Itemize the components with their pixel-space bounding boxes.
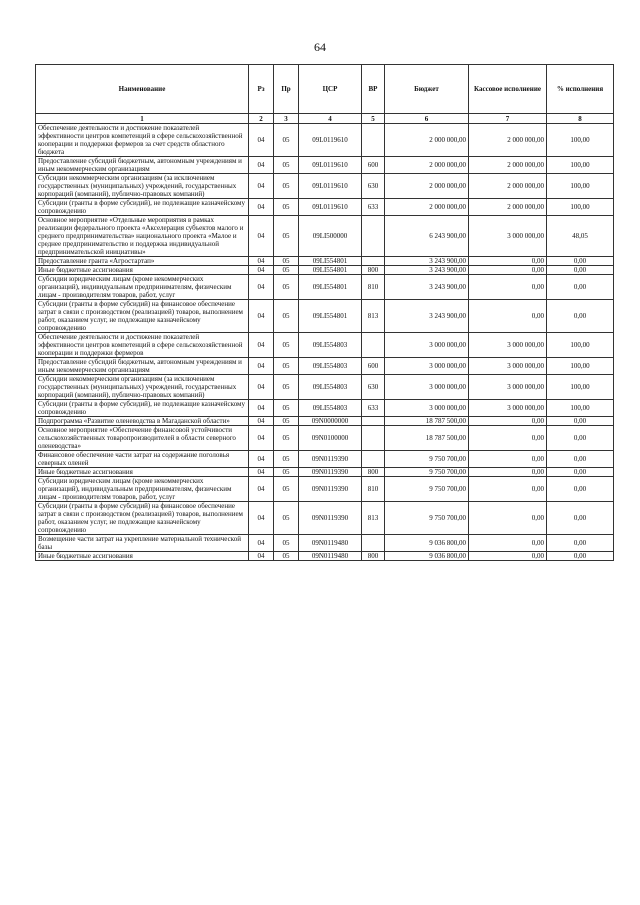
row-rz-cell: 04 <box>249 451 274 468</box>
table-row <box>36 502 614 535</box>
row-pr-cell: 05 <box>274 468 299 477</box>
row-budget-cell: 3 000 000,00 <box>385 333 469 358</box>
row-budget-cell: 3 243 900,00 <box>385 275 469 300</box>
header-cash-execution: Кассовое исполнение <box>469 65 547 114</box>
row-pr-cell: 05 <box>274 426 299 451</box>
row-vr-cell: 630 <box>362 174 385 199</box>
row-cash-execution-cell: 0,00 <box>469 275 547 300</box>
row-name-cell: Обеспечение деятельности и достижение показателей эффективности центров компетенций в сфере сельскохозяйственной кооперации и поддержки фермеров за счет средств областного бюджета <box>36 124 249 157</box>
row-csr-cell: 09LI554801 <box>299 275 362 300</box>
table-row <box>36 333 614 358</box>
header-execution-percent: % исполнения <box>547 65 614 114</box>
row-percent-cell: 0,00 <box>547 552 614 561</box>
row-cash-execution-cell: 0,00 <box>469 300 547 333</box>
row-rz-cell: 04 <box>249 157 274 174</box>
row-csr-cell: 09N0119480 <box>299 535 362 552</box>
column-number: 8 <box>547 114 614 124</box>
row-budget-cell: 6 243 900,00 <box>385 216 469 257</box>
row-budget-cell: 3 000 000,00 <box>385 358 469 375</box>
row-rz-cell: 04 <box>249 426 274 451</box>
row-percent-cell: 0,00 <box>547 477 614 502</box>
row-percent-cell: 0,00 <box>547 426 614 451</box>
row-pr-cell: 05 <box>274 124 299 157</box>
row-percent-cell: 100,00 <box>547 174 614 199</box>
row-csr-cell: 09N0119390 <box>299 451 362 468</box>
row-percent-cell: 0,00 <box>547 451 614 468</box>
row-name-cell: Субсидии некоммерческим организациям (за исключением государственных (муниципальных) учреждений, государственных корпораций (компаний), публично-правовых компаний) <box>36 375 249 400</box>
table-body <box>36 124 614 561</box>
column-number-row <box>36 114 614 124</box>
row-cash-execution-cell: 0,00 <box>469 477 547 502</box>
row-percent-cell: 0,00 <box>547 502 614 535</box>
table-row <box>36 266 614 275</box>
row-csr-cell: 09LI554803 <box>299 333 362 358</box>
row-name-cell: Иные бюджетные ассигнования <box>36 552 249 561</box>
row-cash-execution-cell: 0,00 <box>469 426 547 451</box>
row-rz-cell: 04 <box>249 477 274 502</box>
row-name-cell: Предоставление субсидий бюджетным, автономным учреждениям и иным некоммерческим организациям <box>36 157 249 174</box>
row-pr-cell: 05 <box>274 157 299 174</box>
row-vr-cell <box>362 451 385 468</box>
row-pr-cell: 05 <box>274 451 299 468</box>
table-row <box>36 417 614 426</box>
row-pr-cell: 05 <box>274 174 299 199</box>
row-csr-cell: 09N0100000 <box>299 426 362 451</box>
budget-execution-table <box>35 64 614 561</box>
row-csr-cell: 09LI554803 <box>299 375 362 400</box>
row-csr-cell: 09L0119610 <box>299 174 362 199</box>
row-cash-execution-cell: 3 000 000,00 <box>469 375 547 400</box>
row-budget-cell: 9 750 700,00 <box>385 502 469 535</box>
row-vr-cell <box>362 333 385 358</box>
row-name-cell: Субсидии некоммерческим организациям (за исключением государственных (муниципальных) учреждений, государственных корпораций (компаний), публично-правовых компаний) <box>36 174 249 199</box>
row-name-cell: Подпрограмма «Развитие оленеводства в Магаданской области» <box>36 417 249 426</box>
row-pr-cell: 05 <box>274 216 299 257</box>
row-rz-cell: 04 <box>249 468 274 477</box>
row-vr-cell: 633 <box>362 199 385 216</box>
row-csr-cell: 09N0119390 <box>299 502 362 535</box>
row-percent-cell: 100,00 <box>547 124 614 157</box>
table-row <box>36 468 614 477</box>
row-cash-execution-cell: 0,00 <box>469 417 547 426</box>
row-rz-cell: 04 <box>249 375 274 400</box>
row-vr-cell: 633 <box>362 400 385 417</box>
row-rz-cell: 04 <box>249 535 274 552</box>
header-budget: Бюджет <box>385 65 469 114</box>
row-vr-cell: 810 <box>362 477 385 502</box>
row-pr-cell: 05 <box>274 199 299 216</box>
row-csr-cell: 09N0000000 <box>299 417 362 426</box>
row-cash-execution-cell: 3 000 000,00 <box>469 358 547 375</box>
row-budget-cell: 3 243 900,00 <box>385 257 469 266</box>
table-row <box>36 400 614 417</box>
table-row <box>36 535 614 552</box>
row-cash-execution-cell: 3 000 000,00 <box>469 400 547 417</box>
row-percent-cell: 100,00 <box>547 199 614 216</box>
row-budget-cell: 2 000 000,00 <box>385 174 469 199</box>
row-budget-cell: 18 787 500,00 <box>385 417 469 426</box>
row-vr-cell <box>362 535 385 552</box>
row-budget-cell: 9 750 700,00 <box>385 468 469 477</box>
row-pr-cell: 05 <box>274 275 299 300</box>
column-number: 2 <box>249 114 274 124</box>
row-rz-cell: 04 <box>249 358 274 375</box>
row-budget-cell: 3 000 000,00 <box>385 400 469 417</box>
row-csr-cell: 09L0119610 <box>299 124 362 157</box>
row-pr-cell: 05 <box>274 300 299 333</box>
row-rz-cell: 04 <box>249 266 274 275</box>
row-cash-execution-cell: 2 000 000,00 <box>469 174 547 199</box>
row-vr-cell <box>362 257 385 266</box>
row-name-cell: Финансовое обеспечение части затрат на содержание поголовья северных оленей <box>36 451 249 468</box>
row-name-cell: Иные бюджетные ассигнования <box>36 266 249 275</box>
row-rz-cell: 04 <box>249 333 274 358</box>
row-vr-cell <box>362 426 385 451</box>
column-number: 7 <box>469 114 547 124</box>
page-number: 64 <box>314 40 326 54</box>
header-vr: ВР <box>362 65 385 114</box>
row-vr-cell: 813 <box>362 502 385 535</box>
row-cash-execution-cell: 3 000 000,00 <box>469 333 547 358</box>
row-cash-execution-cell: 3 000 000,00 <box>469 216 547 257</box>
row-csr-cell: 09LI554801 <box>299 300 362 333</box>
row-budget-cell: 3 243 900,00 <box>385 300 469 333</box>
row-rz-cell: 04 <box>249 400 274 417</box>
row-budget-cell: 3 243 900,00 <box>385 266 469 275</box>
row-rz-cell: 04 <box>249 199 274 216</box>
row-percent-cell: 100,00 <box>547 358 614 375</box>
row-vr-cell: 813 <box>362 300 385 333</box>
row-cash-execution-cell: 0,00 <box>469 552 547 561</box>
row-percent-cell: 100,00 <box>547 400 614 417</box>
row-pr-cell: 05 <box>274 257 299 266</box>
row-budget-cell: 9 036 800,00 <box>385 535 469 552</box>
row-name-cell: Субсидии юридическим лицам (кроме некоммерческих организаций), индивидуальным предпринимателям, физическим лицам - производителям товаров, работ, услуг <box>36 477 249 502</box>
header-csr: ЦСР <box>299 65 362 114</box>
row-csr-cell: 09LI554801 <box>299 257 362 266</box>
table-row <box>36 451 614 468</box>
row-percent-cell: 0,00 <box>547 417 614 426</box>
row-pr-cell: 05 <box>274 358 299 375</box>
row-budget-cell: 3 000 000,00 <box>385 375 469 400</box>
row-budget-cell: 9 036 800,00 <box>385 552 469 561</box>
row-csr-cell: 09LI554803 <box>299 400 362 417</box>
table-row <box>36 552 614 561</box>
row-cash-execution-cell: 2 000 000,00 <box>469 199 547 216</box>
table-row <box>36 275 614 300</box>
table-row <box>36 358 614 375</box>
row-vr-cell: 600 <box>362 358 385 375</box>
row-pr-cell: 05 <box>274 333 299 358</box>
table-row <box>36 124 614 157</box>
row-rz-cell: 04 <box>249 124 274 157</box>
table-row <box>36 157 614 174</box>
row-vr-cell: 600 <box>362 157 385 174</box>
row-vr-cell: 630 <box>362 375 385 400</box>
row-budget-cell: 2 000 000,00 <box>385 199 469 216</box>
row-name-cell: Иные бюджетные ассигнования <box>36 468 249 477</box>
row-percent-cell: 0,00 <box>547 275 614 300</box>
table-row <box>36 477 614 502</box>
row-percent-cell: 100,00 <box>547 333 614 358</box>
table-row <box>36 257 614 266</box>
row-vr-cell: 800 <box>362 552 385 561</box>
row-rz-cell: 04 <box>249 552 274 561</box>
row-csr-cell: 09LI554801 <box>299 266 362 275</box>
row-pr-cell: 05 <box>274 552 299 561</box>
row-name-cell: Основное мероприятие «Отдельные мероприятия в рамках реализации федерального проекта «Акселерация субъектов малого и среднего предпринимательства» национального проекта «Малое и среднее предпринимательство и поддержка индивидуальной предпринимательской инициативы» <box>36 216 249 257</box>
row-percent-cell: 0,00 <box>547 266 614 275</box>
row-name-cell: Субсидии (гранты в форме субсидий), не подлежащие казначейскому сопровождению <box>36 400 249 417</box>
row-vr-cell: 800 <box>362 266 385 275</box>
row-percent-cell: 100,00 <box>547 375 614 400</box>
row-csr-cell: 09L0119610 <box>299 157 362 174</box>
row-name-cell: Предоставление гранта «Агростартап» <box>36 257 249 266</box>
row-name-cell: Основное мероприятие «Обеспечение финансовой устойчивости сельскохозяйственных товаропроизводителей в области северного оленеводства» <box>36 426 249 451</box>
row-csr-cell: 09LI500000 <box>299 216 362 257</box>
row-name-cell: Обеспечение деятельности и достижение показателей эффективности центров компетенций в сфере сельскохозяйственной кооперации и поддержки фермеров <box>36 333 249 358</box>
column-number: 6 <box>385 114 469 124</box>
row-percent-cell: 0,00 <box>547 535 614 552</box>
row-rz-cell: 04 <box>249 174 274 199</box>
row-pr-cell: 05 <box>274 477 299 502</box>
row-rz-cell: 04 <box>249 502 274 535</box>
row-cash-execution-cell: 0,00 <box>469 266 547 275</box>
row-pr-cell: 05 <box>274 502 299 535</box>
table-row <box>36 375 614 400</box>
row-rz-cell: 04 <box>249 417 274 426</box>
row-csr-cell: 09N0119480 <box>299 552 362 561</box>
row-vr-cell: 810 <box>362 275 385 300</box>
row-cash-execution-cell: 0,00 <box>469 451 547 468</box>
row-pr-cell: 05 <box>274 400 299 417</box>
row-budget-cell: 2 000 000,00 <box>385 157 469 174</box>
row-cash-execution-cell: 0,00 <box>469 257 547 266</box>
row-cash-execution-cell: 0,00 <box>469 468 547 477</box>
table-row <box>36 300 614 333</box>
row-percent-cell: 0,00 <box>547 300 614 333</box>
row-name-cell: Субсидии (гранты в форме субсидий), не подлежащие казначейскому сопровождению <box>36 199 249 216</box>
row-budget-cell: 9 750 700,00 <box>385 451 469 468</box>
row-csr-cell: 09L0119610 <box>299 199 362 216</box>
row-cash-execution-cell: 2 000 000,00 <box>469 124 547 157</box>
row-percent-cell: 100,00 <box>547 157 614 174</box>
row-pr-cell: 05 <box>274 417 299 426</box>
row-pr-cell: 05 <box>274 266 299 275</box>
row-percent-cell: 48,05 <box>547 216 614 257</box>
row-name-cell: Субсидии юридическим лицам (кроме некоммерческих организаций), индивидуальным предпринимателям, физическим лицам - производителям товаров, работ, услуг <box>36 275 249 300</box>
column-number: 1 <box>36 114 249 124</box>
row-pr-cell: 05 <box>274 535 299 552</box>
header-name: Наименование <box>36 65 249 114</box>
row-percent-cell: 0,00 <box>547 468 614 477</box>
table-row <box>36 174 614 199</box>
row-rz-cell: 04 <box>249 275 274 300</box>
row-percent-cell: 0,00 <box>547 257 614 266</box>
row-budget-cell: 9 750 700,00 <box>385 477 469 502</box>
table-row <box>36 199 614 216</box>
row-rz-cell: 04 <box>249 216 274 257</box>
table-row <box>36 216 614 257</box>
row-vr-cell <box>362 417 385 426</box>
row-cash-execution-cell: 0,00 <box>469 502 547 535</box>
row-vr-cell <box>362 216 385 257</box>
header-pr: Пр <box>274 65 299 114</box>
column-number: 5 <box>362 114 385 124</box>
row-name-cell: Субсидии (гранты в форме субсидий) на финансовое обеспечение затрат в связи с производством (реализацией) товаров, выполнением работ, оказанием услуг, не подлежащие казначейскому сопровождению <box>36 502 249 535</box>
row-pr-cell: 05 <box>274 375 299 400</box>
row-rz-cell: 04 <box>249 300 274 333</box>
row-vr-cell <box>362 124 385 157</box>
row-rz-cell: 04 <box>249 257 274 266</box>
table-header-row <box>36 65 614 114</box>
row-vr-cell: 800 <box>362 468 385 477</box>
row-budget-cell: 2 000 000,00 <box>385 124 469 157</box>
row-csr-cell: 09N0119390 <box>299 468 362 477</box>
column-number: 4 <box>299 114 362 124</box>
row-csr-cell: 09N0119390 <box>299 477 362 502</box>
row-cash-execution-cell: 2 000 000,00 <box>469 157 547 174</box>
header-rz: Рз <box>249 65 274 114</box>
row-csr-cell: 09LI554803 <box>299 358 362 375</box>
table-row <box>36 426 614 451</box>
row-name-cell: Предоставление субсидий бюджетным, автономным учреждениям и иным некоммерческим организациям <box>36 358 249 375</box>
row-budget-cell: 18 787 500,00 <box>385 426 469 451</box>
row-cash-execution-cell: 0,00 <box>469 535 547 552</box>
column-number: 3 <box>274 114 299 124</box>
row-name-cell: Субсидии (гранты в форме субсидий) на финансовое обеспечение затрат в связи с производством (реализацией) товаров, выполнением работ, оказанием услуг, не подлежащие казначейскому сопровождению <box>36 300 249 333</box>
row-name-cell: Возмещение части затрат на укрепление материальной технической базы <box>36 535 249 552</box>
